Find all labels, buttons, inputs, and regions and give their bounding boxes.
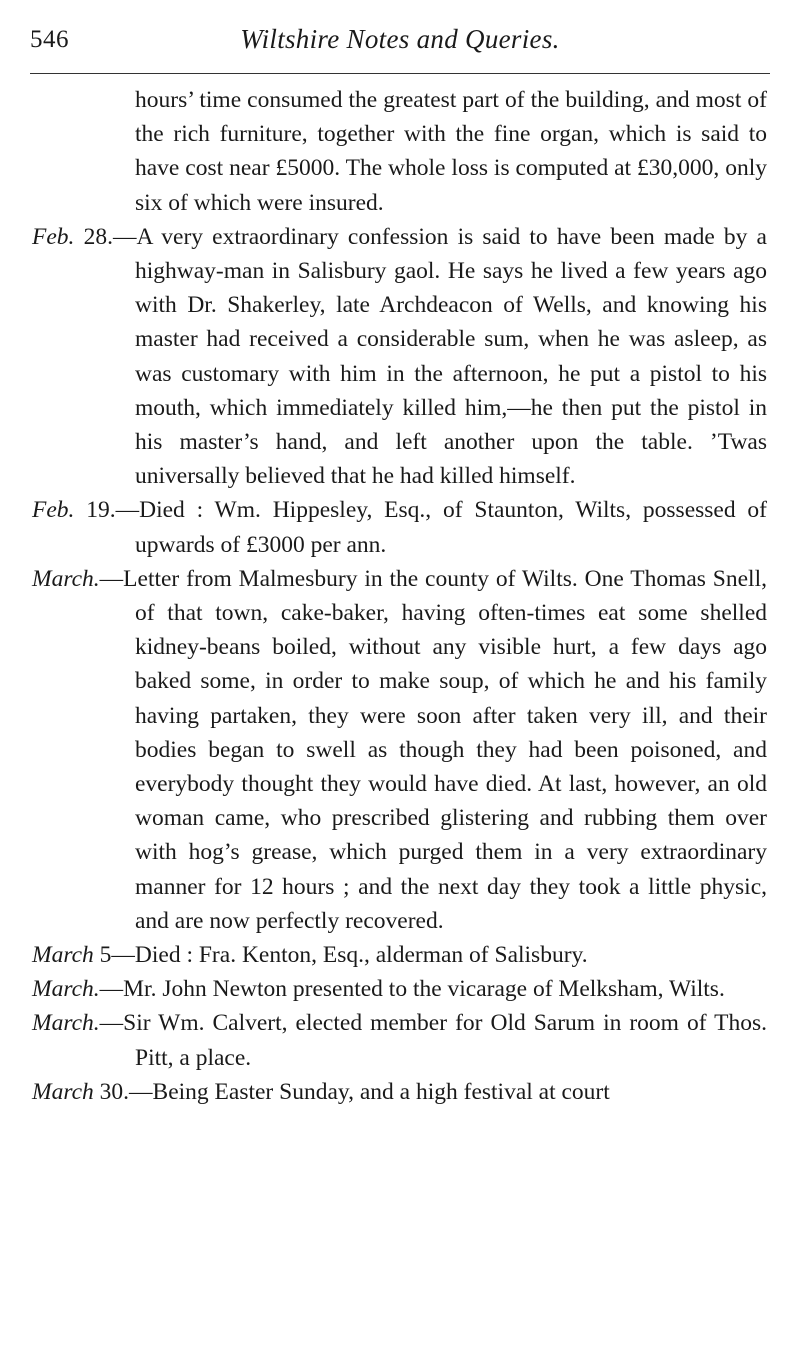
running-title: Wiltshire Notes and Queries. <box>240 24 560 54</box>
entry-date: March. <box>32 565 100 592</box>
entry-date: Feb. <box>32 497 75 524</box>
entry-march-calvert <box>32 1006 767 1074</box>
entry-date: March <box>32 1078 94 1105</box>
entry-continuation <box>32 83 767 220</box>
body-text <box>32 83 767 1109</box>
entry-text: 28.—A very extraordinary confession is said to have been made by a highway-man in Salisbury gaol. He says he lived a few years ago with Dr. Shakerley, late Archdeacon of Wells, and knowing his master had received a considerable sum, when he was asleep, as was customary with him in the afternoon, he put a pistol to his mouth, which immediately killed him,—he then put the pistol in his master’s hand, and left another upon the table. ’Twas universally believed that he had killed himself. <box>74 223 767 490</box>
entry-text: —Mr. John Newton presented to the vicarage of Melksham, Wilts. <box>99 976 725 1003</box>
header-rule <box>30 73 770 74</box>
page-header <box>30 20 770 60</box>
entry-march-5 <box>32 938 767 972</box>
entry-date: March. <box>32 976 100 1003</box>
entry-text: 5—Died : Fra. Kenton, Esq., alderman of Salisbury. <box>93 942 588 969</box>
entry-date: Feb. <box>32 223 75 250</box>
entry-feb-28 <box>32 220 767 494</box>
entry-feb-19 <box>32 493 767 561</box>
page-number: 546 <box>30 26 69 53</box>
entry-text: —Letter from Malmesbury in the county of Wilts. One Thomas Snell, of that town, cake-baker, having often-times eat some shelled kidney-beans boiled, without any visible hurt, a few days ago baked some, in order to make soup, of which he and his family having partaken, they were soon after taken very ill, and their bodies began to swell as though they had been poisoned, and everybody thought they would have died. At last, however, an old woman came, who prescribed glistering and rubbing them over with hog’s grease, which purged them in a very extraordinary manner for 12 hours ; and the next day they took a little physic, and are now perfectly recovered. <box>99 565 767 934</box>
entry-text: hours’ time consumed the greatest part of the building, and most of the rich furniture, together with the fine organ, which is said to have cost near £5000. The whole loss is computed at £30,000, only six of which were insured. <box>135 87 767 216</box>
entry-march-malmesbury <box>32 562 767 938</box>
entry-text: —Sir Wm. Calvert, elected member for Old Sarum in room of Thos. Pitt, a place. <box>99 1010 767 1071</box>
entry-date: March. <box>32 1010 100 1037</box>
entry-march-30 <box>32 1075 767 1109</box>
entry-text: 30.—Being Easter Sunday, and a high festival at court <box>93 1078 610 1105</box>
entry-text: 19.—Died : Wm. Hippesley, Esq., of Staunton, Wilts, possessed of upwards of £3000 per ann. <box>74 497 767 558</box>
entry-date: March <box>32 942 94 969</box>
entry-march-newton <box>32 972 767 1006</box>
